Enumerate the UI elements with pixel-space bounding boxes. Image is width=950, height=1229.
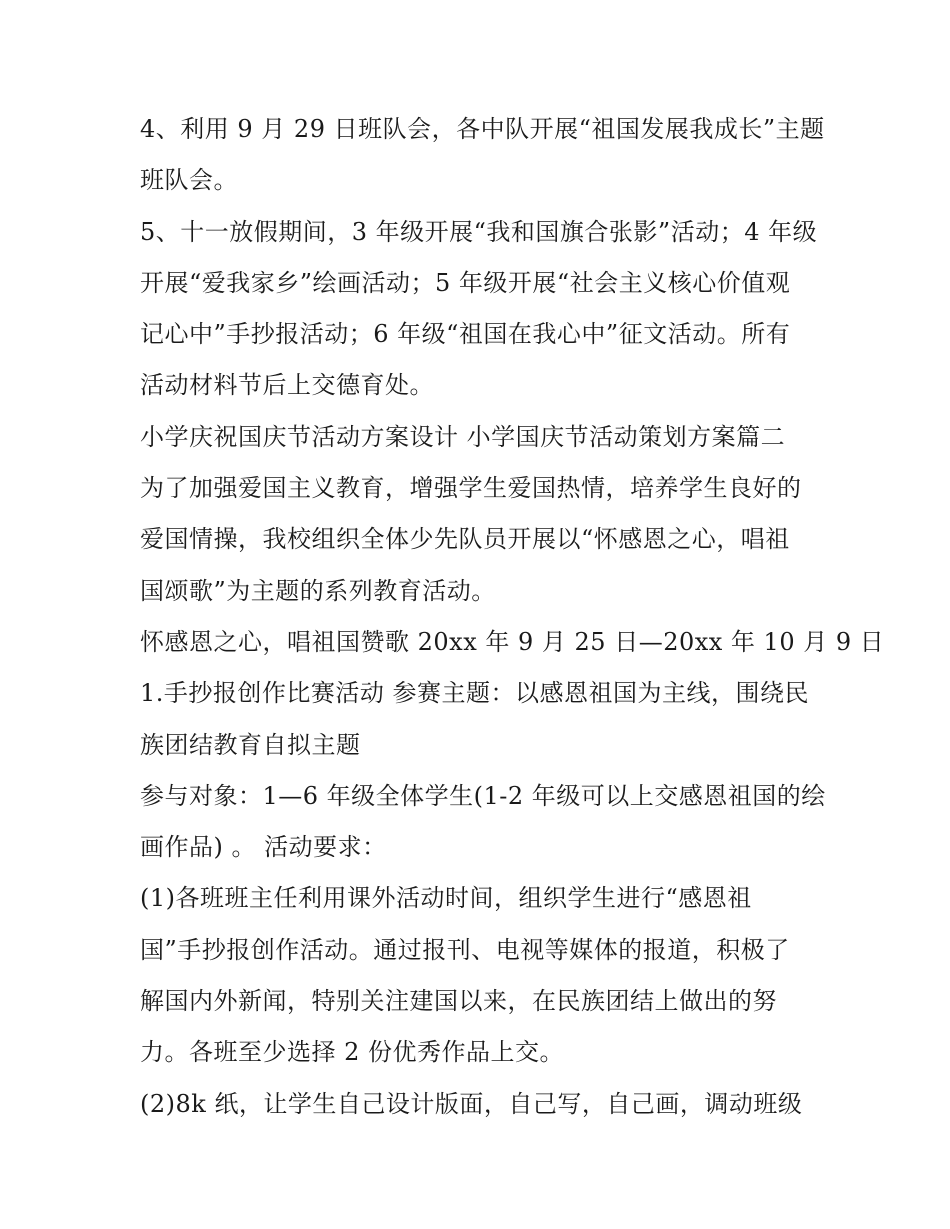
text-line: 1.手抄报创作比赛活动 参赛主题：以感恩祖国为主线，围绕民 xyxy=(140,679,810,708)
text-line: 为了加强爱国主义教育，增强学生爱国热情，培养学生良好的 xyxy=(140,474,802,503)
text-line: 解国内外新闻，特别关注建国以来，在民族团结上做出的努 xyxy=(140,987,777,1016)
text-line: 力。各班至少选择 2 份优秀作品上交。 xyxy=(140,1038,565,1067)
text-line: 5、十一放假期间，3 年级开展“我和国旗合张影”活动；4 年级 xyxy=(140,217,818,246)
text-line: (2)8k 纸，让学生自己设计版面，自己写，自己画，调动班级 xyxy=(140,1089,803,1118)
text-line: (1)各班班主任利用课外活动时间，组织学生进行“感恩祖 xyxy=(140,884,752,913)
text-line: 活动材料节后上交德育处。 xyxy=(140,371,434,400)
text-line: 画作品) 。 活动要求： xyxy=(140,833,387,862)
text-line: 参与对象：1—6 年级全体学生(1-2 年级可以上交感恩祖国的绘 xyxy=(140,781,826,810)
section-heading: 小学庆祝国庆节活动方案设计 小学国庆节活动策划方案篇二 xyxy=(140,422,786,451)
text-line: 爱国情操，我校组织全体少先队员开展以“怀感恩之心，唱祖 xyxy=(140,525,790,554)
text-line: 族团结教育自拟主题 xyxy=(140,730,361,759)
text-line: 班队会。 xyxy=(140,166,238,195)
text-line: 怀感恩之心，唱祖国赞歌 20xx 年 9 月 25 日—20xx 年 10 月 9 日 xyxy=(140,627,885,656)
text-line: 国颂歌”为主题的系列教育活动。 xyxy=(140,576,496,605)
text-line: 开展“爱我家乡”绘画活动；5 年级开展“社会主义核心价值观 xyxy=(140,268,791,297)
text-line: 记心中”手抄报活动；6 年级“祖国在我心中”征文活动。所有 xyxy=(140,320,791,349)
text-line: 国”手抄报创作活动。通过报刊、电视等媒体的报道，积极了 xyxy=(140,935,790,964)
text-line: 4、利用 9 月 29 日班队会，各中队开展“祖国发展我成长”主题 xyxy=(140,115,825,143)
document-body xyxy=(140,104,885,1130)
